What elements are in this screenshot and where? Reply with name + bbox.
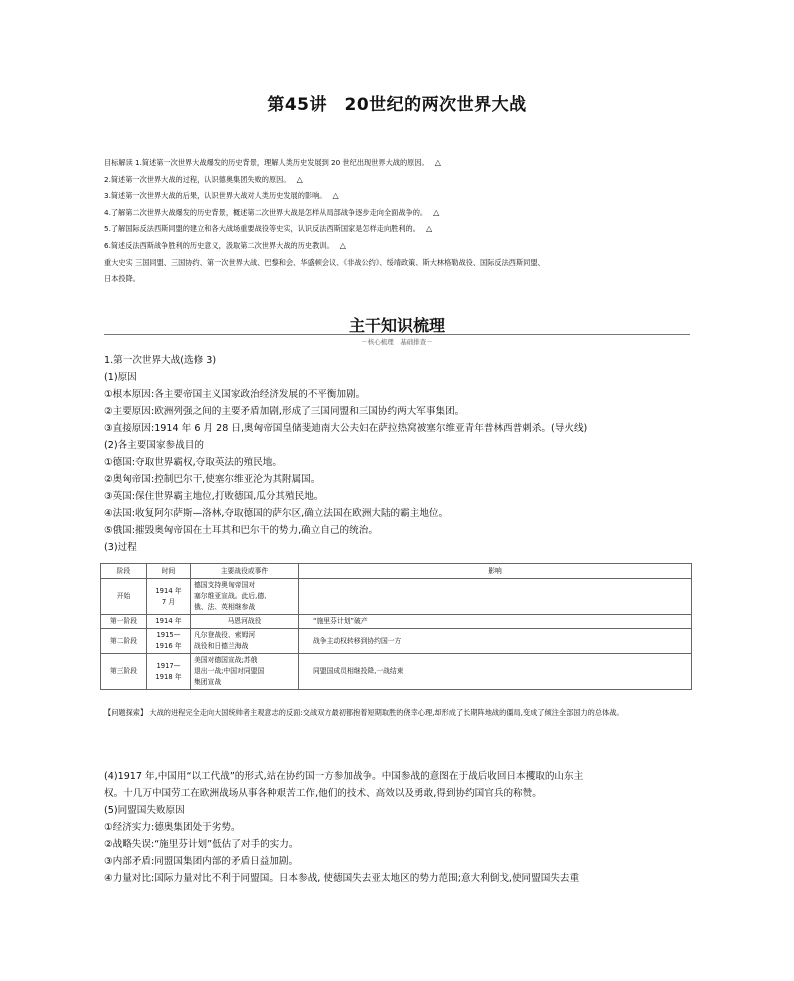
triangle-icon: △	[434, 158, 441, 167]
body-line: (2)各主要国家参战目的	[104, 440, 204, 451]
body-section-1	[104, 352, 704, 556]
learning-goals	[104, 155, 704, 288]
table-row	[101, 579, 692, 615]
body-line: ①德国:夺取世界霸权,夺取英法的殖民地。	[104, 457, 282, 468]
goal-line: 6.简述反法西斯战争胜利的历史意义，汲取第二次世界大战的历史教训。 △	[104, 240, 346, 250]
section-subtitle: －核心梳理 基础排查－	[361, 338, 433, 346]
goal-line: 2.简述第一次世界大战的过程，认识德奥集团失败的原因。 △	[104, 174, 303, 184]
cell-event: 德国支持奥匈帝国对 塞尔维亚宣战。此后,德、 俄、法、英相继参战	[191, 579, 299, 615]
section-title: 主干知识梳理	[348, 316, 445, 335]
cell-stage: 第三阶段	[101, 654, 147, 690]
body-line: 1.第一次世界大战(选修 3)	[104, 355, 217, 366]
cell-time: 1914 年	[147, 615, 191, 629]
body-line: ②奥匈帝国:控制巴尔干,使塞尔维亚沦为其附属国。	[104, 474, 321, 485]
cell-impact: 同盟国成员相继投降,一战结束	[299, 654, 692, 690]
cell-event: 凡尔登战役、索姆河 战役和日德兰海战	[191, 629, 299, 654]
cell-stage: 第一阶段	[101, 615, 147, 629]
triangle-icon: △	[332, 191, 339, 201]
triangle-icon: △	[425, 224, 433, 234]
cell-stage: 第二阶段	[101, 629, 147, 654]
triangle-icon: △	[433, 207, 440, 217]
cell-impact: 战争主动权转移到协约国一方	[299, 629, 692, 654]
cell-event: 马恩河战役	[191, 615, 299, 629]
key-facts-line: 日本投降。	[104, 274, 140, 284]
header-impact: 影响	[299, 564, 692, 579]
war-process-table	[100, 563, 692, 690]
body-line: (1)原因	[104, 372, 137, 383]
table-header-row	[101, 564, 692, 579]
body-line: ③内部矛盾:同盟国集团内部的矛盾日益加剧。	[104, 856, 299, 867]
goal-line: 目标解读 1.简述第一次世界大战爆发的历史背景，理解人类历史发展到 20 世纪出现世界大战的原因。 △	[104, 158, 441, 167]
body-section-2	[104, 768, 704, 887]
body-line: ②战略失误:“施里芬计划”低估了对手的实力。	[104, 839, 299, 850]
cell-time: 1915— 1916 年	[147, 629, 191, 654]
body-line: (5)同盟国失败原因	[104, 805, 185, 816]
header-time: 时间	[147, 564, 191, 579]
cell-event: 美国对德国宣战;苏俄 退出一战;中国对同盟国 集团宣战	[191, 654, 299, 690]
section-divider	[104, 334, 690, 335]
cell-stage: 开始	[101, 579, 147, 615]
body-line: 权。十几万中国劳工在欧洲战场从事各种艰苦工作,他们的技术、高效以及勇敢,得到协约国官兵的称赞。	[104, 788, 542, 799]
table-row	[101, 615, 692, 629]
body-line: ①经济实力:德奥集团处于劣势。	[104, 822, 241, 833]
goal-line: 5.了解国际反法西斯同盟的建立和各大战场重要战役等史实，认识反法西斯国家是怎样走向胜利的。 △	[104, 224, 433, 234]
table-row	[101, 654, 692, 690]
goal-line: 4.了解第二次世界大战爆发的历史背景，概述第二次世界大战是怎样从局部战争逐步走向全面战争的。 △	[104, 207, 440, 217]
body-line: ①根本原因:各主要帝国主义国家政治经济发展的不平衡加剧。	[104, 389, 366, 400]
page-title: 第45讲 20世纪的两次世界大战	[267, 95, 527, 115]
body-line: ④法国:收复阿尔萨斯—洛林,夺取德国的萨尔区,确立法国在欧洲大陆的霸主地位。	[104, 508, 449, 519]
body-line: ④力量对比:国际力量对比不利于同盟国。日本参战, 使德国失去亚太地区的势力范围;意大利倒戈,使同盟国失去重	[104, 873, 580, 884]
body-line: ③直接原因:1914 年 6 月 28 日,奥匈帝国皇储斐迪南大公夫妇在萨拉热窝被塞尔维亚青年普林西普刺杀。(导火线)	[104, 423, 588, 434]
cell-impact: “施里芬计划”破产	[299, 615, 692, 629]
header-stage: 阶段	[101, 564, 147, 579]
cell-time: 1914 年 7 月	[147, 579, 191, 615]
problem-exploration-note: 【问题探索】 大战的进程完全走向大国统帅者主观意志的反面:交战双方最初都抱着短期取胜的侥幸心理,却形成了长期阵地战的僵局,变成了倾注全部国力的总体战。	[104, 708, 624, 717]
goal-line: 3.简述第一次世界大战的后果，认识世界大战对人类历史发展的影响。 △	[104, 191, 339, 201]
key-facts-line: 重大史实 三国同盟、三国协约、第一次世界大战、巴黎和会、华盛顿会议、《非战公约》、绥靖政策、斯大林格勒战役、国际反法西斯同盟、	[104, 257, 545, 267]
cell-time: 1917— 1918 年	[147, 654, 191, 690]
table-row	[101, 629, 692, 654]
body-line: ⑤俄国:摧毁奥匈帝国在土耳其和巴尔干的势力,确立自己的统治。	[104, 525, 378, 536]
triangle-icon: △	[339, 240, 346, 250]
header-event: 主要战役或事件	[191, 564, 299, 579]
body-line: ②主要原因:欧洲列强之间的主要矛盾加剧,形成了三国同盟和三国协约两大军事集团。	[104, 406, 465, 417]
body-line: (4)1917 年,中国用“以工代战”的形式,站在协约国一方参加战争。中国参战的意图在于战后收回日本攫取的山东主	[104, 771, 584, 782]
triangle-icon: △	[296, 174, 303, 184]
body-line: (3)过程	[104, 542, 137, 553]
cell-impact	[299, 579, 692, 615]
body-line: ③英国:保住世界霸主地位,打败德国,瓜分其殖民地。	[104, 491, 324, 502]
